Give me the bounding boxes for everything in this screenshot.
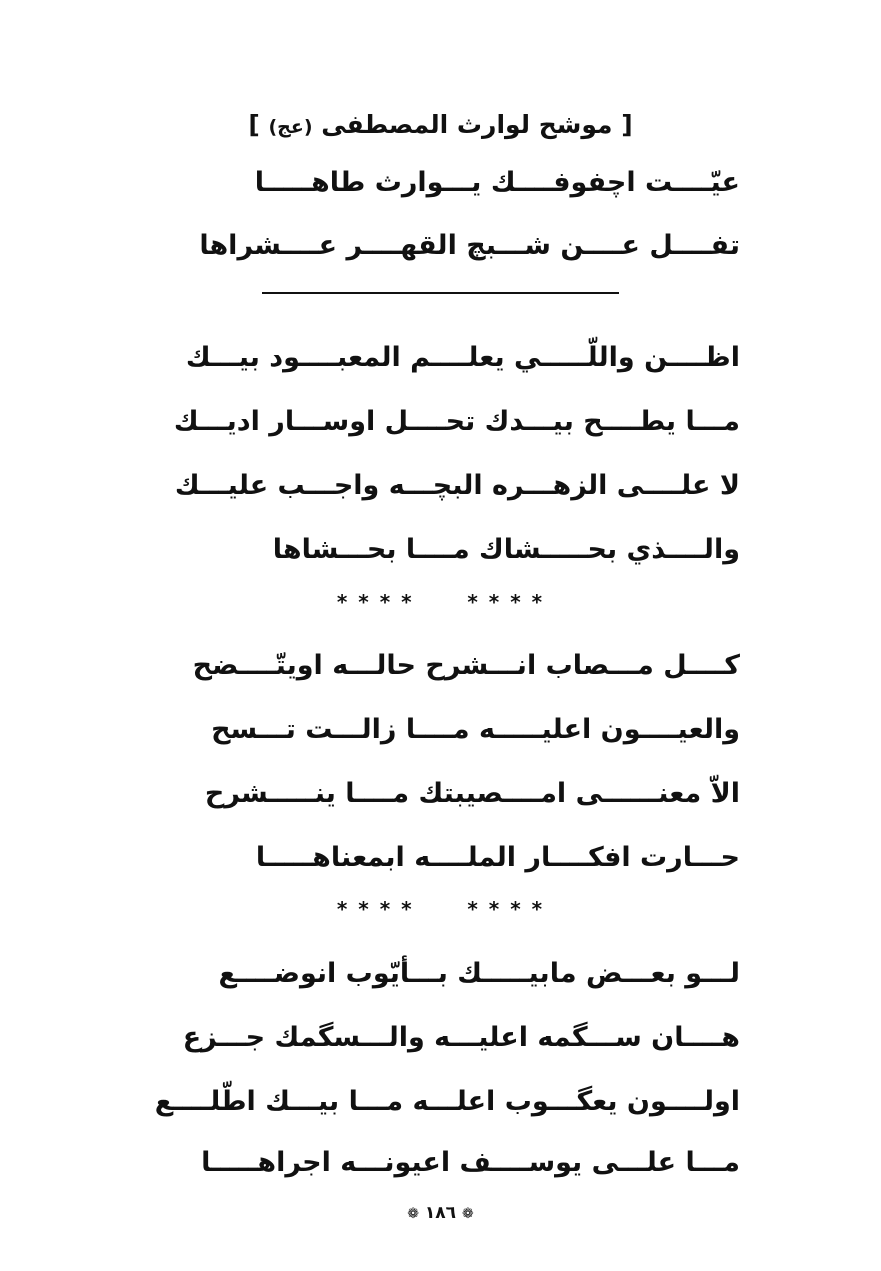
stanza-3-line-3: اولــــون يعگـــوب اعلـــه مـــا بيـــك اطّلــــع [154,1086,740,1117]
opening-line-2: تفــــل عــــن شـــبچ القهــــر عــــشراها [199,230,740,261]
stanza-1-line-1: اظــــن واللّـــــي يعلــــم المعبــــود بيـــك [185,342,740,373]
stanza-separator-2: * * * * * * * * [336,897,545,921]
stanza-2-line-3: الاّ معنــــــى امــــصيبتك مــــا ينـــــشرح [204,778,740,809]
opening-line-1: عيّــــت اچفوفــــك يـــوارث طاهـــــا [254,167,740,198]
stanza-2-line-1: كــــل مـــصاب انـــشرح حالـــه اويتّــــضح [192,650,740,681]
page-number [0,1203,881,1223]
title-close-bracket: ] [248,110,260,139]
stanza-3-line-1: لـــو بعـــض مابيـــــك بـــأيّوب انوضــــع [218,958,740,989]
stanza-3-line-4: مـــا علـــى يوســــف اعيونـــه اجراهـــــا [201,1147,740,1178]
divider-rule [262,292,619,294]
title-open-bracket: [ [621,110,633,139]
stanza-1-line-2: مـــا يطــــح بيـــدك تحــــل اوســـار اديـــك [173,406,740,437]
folio-ornament-right-icon: ❁ [461,1206,474,1222]
title-text: موشح لوارث المصطفى [321,110,613,139]
stanza-separator-1: * * * * * * * * [336,590,545,614]
poem-title [0,110,881,139]
stanza-1-line-4: والــــذي بحـــــشاك مــــا بحـــشاها [272,534,740,565]
folio-ornament-left-icon: ❁ [407,1206,419,1222]
stanza-2-line-2: والعيــــون اعليـــــه مــــا زالـــت تـــسح [211,714,740,745]
stanza-2-line-4: حـــارت افكــــار الملــــه ابمعناهـــــا [255,842,740,873]
stanza-3-line-2: هــــان ســـگمه اعليـــه والـــسگمك جـــزع [182,1022,740,1053]
title-abbreviation: (عج) [268,116,313,138]
stanza-1-line-3: لا علــــى الزهـــره البچـــه واجـــب عليـــك [174,470,740,501]
page-number-value: ١٨٦ [424,1203,457,1223]
